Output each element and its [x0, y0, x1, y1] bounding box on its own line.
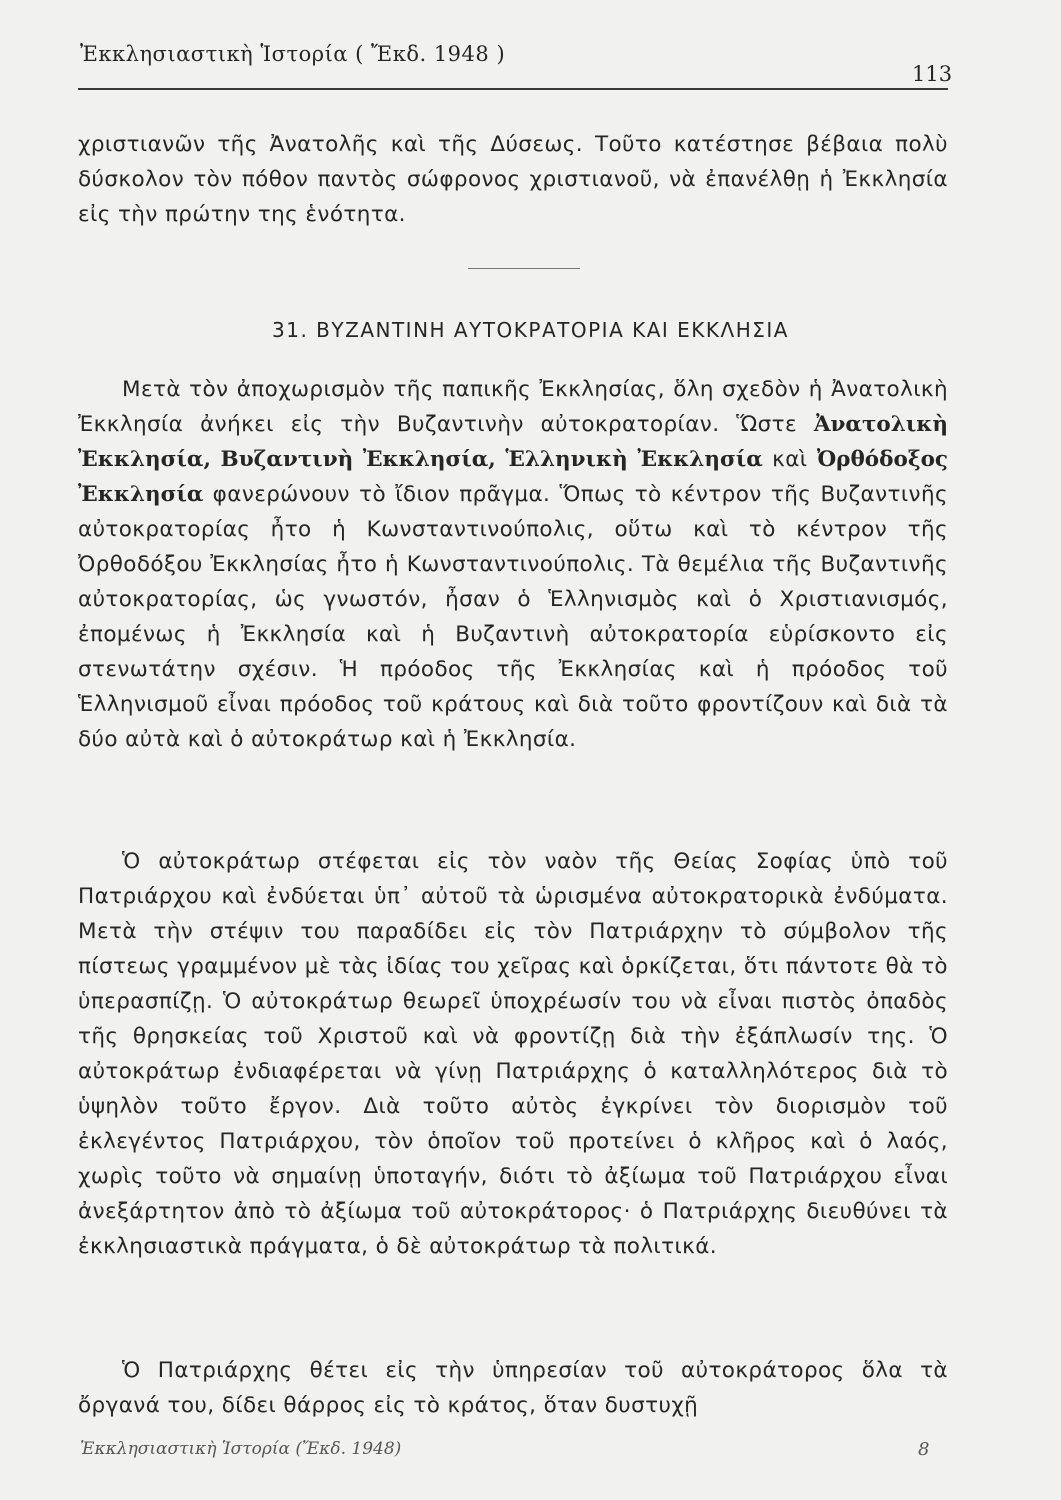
intro-paragraph: χριστιανῶν τῆς Ἀνατολῆς καὶ τῆς Δύσεως. Τοῦτο κατέστησε βέβαια πολὺ δύσκολον τὸν πόθον παντὸς σώφρονος χριστιανοῦ, νὰ ἐπανέλθῃ ἡ Ἐκκλησία εἰς τὴν πρώτην της ἑνότητα.	[78, 132, 948, 227]
signature-mark: 8	[918, 1439, 930, 1460]
header-rule	[78, 88, 948, 90]
paragraph-1-part-a: Μετὰ τὸν ἀποχωρισμὸν τῆς παπικῆς Ἐκκλησίας, ὅλη σχεδὸν ἡ Ἀνατολικὴ Ἐκκλησία ἀνήκει εἰς τὴν Βυζαντινὴν αὐτοκρατορίαν. Ὥστε	[78, 377, 948, 437]
section-heading: 31. ΒΥΖΑΝΤΙΝΗ ΑΥΤΟΚΡΑΤΟΡΙΑ ΚΑΙ ΕΚΚΛΗΣΙΑ	[272, 318, 789, 342]
section-separator	[468, 268, 580, 269]
emphasis-churches: Ἀνατολικὴ Ἐκκλησία, Βυζαντινὴ Ἐκκλησία, Ἑλληνικὴ Ἐκκλησία	[78, 412, 948, 472]
paragraph-1-part-c: φανερώνουν τὸ ἴδιον πρᾶγμα. Ὅπως τὸ κέντρον τῆς Βυζαντινῆς αὐτοκρατορίας ἦτο ἡ Κωνσταντινούπολις, οὕτω καὶ τὸ κέντρον τῆς Ὀρθοδόξου Ἐκκλησίας ἦτο ἡ Κωνσταντινούπολις. Τὰ θεμέλια τῆς Βυζαντινῆς αὐτοκρατορίας, ὡς γνωστόν, ἦσαν ὁ Ἑλληνισμὸς καὶ ὁ Χριστιανισμός, ἐπομένως ἡ Ἐκκλησία καὶ ἡ Βυζαντινὴ αὐτοκρατορία εὑρίσκοντο εἰς στενωτάτην σχέσιν. Ἡ πρόοδος τῆς Ἐκκλησίας καὶ ἡ πρόοδος τοῦ Ἑλληνισμοῦ εἶναι πρόοδος τοῦ κράτους καὶ διὰ τοῦτο φροντίζουν καὶ διὰ τὰ δύο αὐτὰ καὶ ὁ αὐτοκράτωρ καὶ ἡ Ἐκκλησία.	[78, 482, 948, 752]
emphasis-orthodox: Ὀρθόδοξος Ἐκκλησία	[78, 447, 948, 507]
signature-title: Ἐκκλησιαστικὴ Ἱστορία (Ἔκδ. 1948)	[80, 1439, 402, 1459]
paragraph-2: Ὁ αὐτοκράτωρ στέφεται εἰς τὸν ναὸν τῆς Θείας Σοφίας ὑπὸ τοῦ Πατριάρχου καὶ ἐνδύεται ὑπ᾽ αὐτοῦ τὰ ὡρισμένα αὐτοκρατορικὰ ἐνδύματα. Μετὰ τὴν στέψιν του παραδίδει εἰς τὸν Πατριάρχην τὸ σύμβολον τῆς πίστεως γραμμένον μὲ τὰς ἰδίας του χεῖρας καὶ ὁρκίζεται, ὅτι πάντοτε θὰ τὸ ὑπερασπίζῃ. Ὁ αὐτοκράτωρ θεωρεῖ ὑποχρέωσίν του νὰ εἶναι πιστὸς ὀπαδὸς τῆς θρησκείας τοῦ Χριστοῦ καὶ νὰ φροντίζῃ διὰ τὴν ἐξάπλωσίν της. Ὁ αὐτοκράτωρ ἐνδιαφέρεται νὰ γίνῃ Πατριάρχης ὁ καταλληλότερος διὰ τὸ ὑψηλὸν τοῦτο ἔργον. Διὰ τοῦτο αὐτὸς ἐγκρίνει τὸν διορισμὸν τοῦ ἐκλεγέντος Πατριάρχου, τὸν ὁποῖον τοῦ προτείνει ὁ κλῆρος καὶ ὁ λαός, χωρὶς τοῦτο νὰ σημαίνῃ ὑποταγήν, διότι τὸ ἀξίωμα τοῦ Πατριάρχου εἶναι ἀνεξάρτητον ἀπὸ τὸ ἀξίωμα τοῦ αὐτοκράτορος· ὁ Πατριάρχης διευθύνει τὰ ἐκκλησιαστικὰ πράγματα, ὁ δὲ αὐτοκράτωρ τὰ πολιτικά.	[78, 849, 948, 1259]
running-title: Ἐκκλησιαστικὴ Ἱστορία ( Ἔκδ. 1948 )	[80, 42, 506, 66]
paragraph-1	[78, 372, 948, 757]
paragraph-1-part-b: καὶ	[762, 447, 817, 472]
page-number: 113	[912, 62, 953, 86]
paragraph-3: Ὁ Πατριάρχης θέτει εἰς τὴν ὑπηρεσίαν τοῦ αὐτοκράτορος ὅλα τὰ ὄργανά του, δίδει θάρρος εἰς τὸ κράτος, ὅταν δυστυχῇ	[78, 1358, 948, 1418]
